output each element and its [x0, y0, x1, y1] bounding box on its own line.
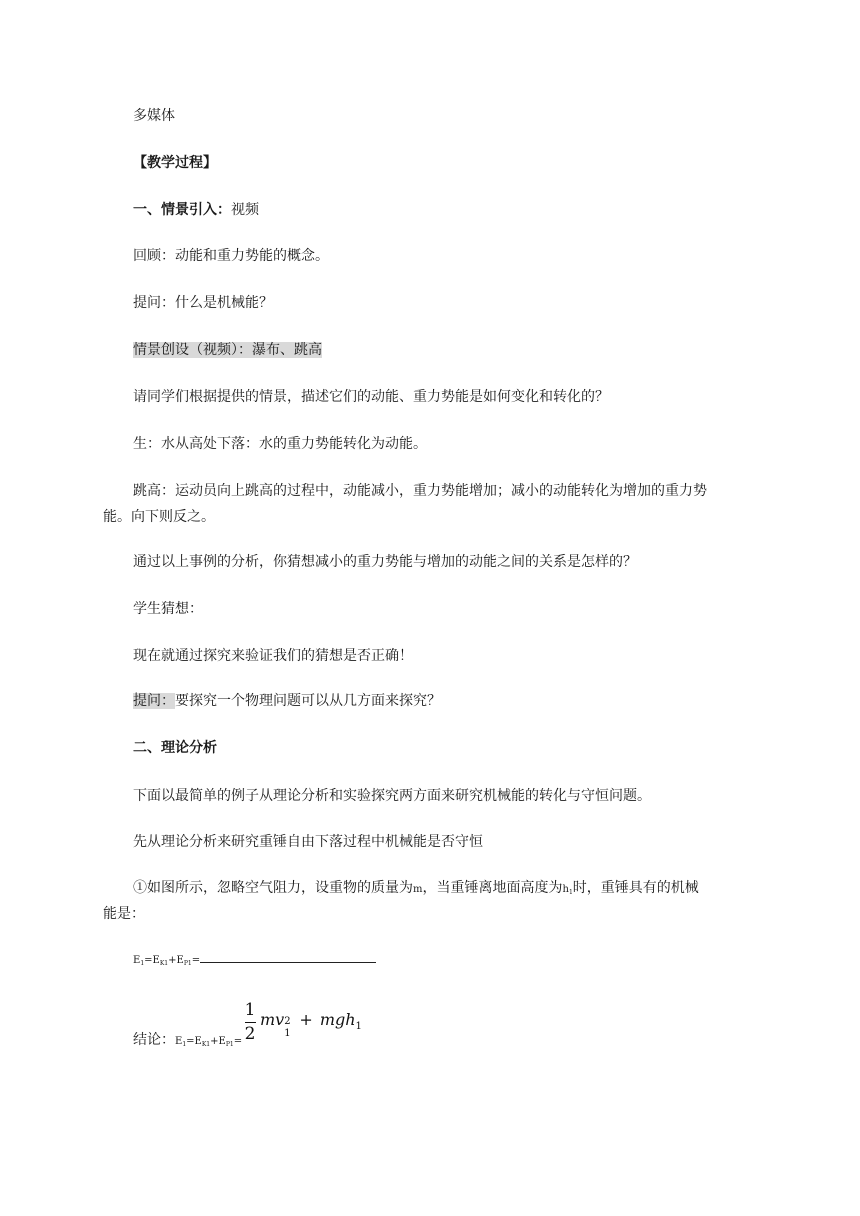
section-heading-intro [133, 200, 259, 220]
text-setup-1 [133, 878, 699, 903]
formula-mgh: mgh [319, 1010, 356, 1029]
setup-height-sub: 1 [568, 889, 573, 896]
eq-e: E [133, 955, 141, 966]
text-high-jump-2: 能。向下则反之。 [103, 509, 215, 525]
text-student-answer: 生：水从高处下落：水的重力势能转化为动能。 [133, 436, 427, 452]
formula-v-sub: 1 [284, 1028, 291, 1039]
conclusion-line [133, 1030, 242, 1055]
text-theory-intro: 下面以最简单的例子从理论分析和实验探究两方面来研究机械能的转化与守恒问题。 [133, 788, 651, 804]
text-verify: 现在就通过探究来验证我们的猜想是否正确！ [133, 648, 413, 664]
text-scenario-video [133, 340, 322, 360]
concl-ek-sub: K1 [201, 1041, 211, 1048]
fraction-denominator: 2 [244, 1024, 256, 1044]
text-setup-2: 能是： [103, 906, 145, 922]
energy-formula [244, 1000, 362, 1050]
setup-part-c: 时，重锤具有的机械 [572, 880, 699, 896]
text-multimedia: 多媒体 [133, 108, 175, 124]
answer-blank[interactable] [200, 950, 376, 963]
text-guess-question: 通过以上事例的分析，你猜想减小的重力势能与增加的动能之间的关系是怎样的？ [133, 554, 637, 570]
setup-part-b: ，当重锤离地面高度为 [422, 880, 563, 896]
question-highlight: 提问： [133, 693, 175, 709]
fraction-numerator: 1 [244, 1000, 256, 1020]
intro-heading-label: 一、情景引入： [133, 202, 231, 218]
intro-heading-rest: 视频 [231, 202, 259, 218]
concl-equals: = [233, 1036, 243, 1047]
concl-ep-sub: P1 [225, 1041, 234, 1048]
conclusion-label: 结论： [133, 1032, 175, 1048]
formula-mv: mv [260, 1010, 285, 1029]
formula-plus: + [299, 1010, 313, 1029]
formula-h-sub: 1 [355, 1021, 362, 1032]
section-heading-teaching-process: 【教学过程】 [133, 155, 217, 171]
section-heading-theory: 二、理论分析 [133, 740, 217, 756]
setup-height: h [562, 884, 569, 895]
scenario-highlight: 情景创设（视频）：瀑布、跳高 [133, 342, 322, 358]
eq-e-sub: 1 [140, 960, 145, 967]
concl-ek: =E [186, 1036, 202, 1047]
formula-terms [260, 1010, 362, 1039]
fraction-bar [245, 1022, 256, 1023]
equation-blank [133, 950, 376, 974]
conclusion-equation [175, 1036, 242, 1047]
text-question-mechanical-energy: 提问：什么是机械能？ [133, 295, 273, 311]
text-review: 回顾：动能和重力势能的概念。 [133, 248, 329, 264]
question-rest: 要探究一个物理问题可以从几方面来探究？ [175, 693, 441, 709]
concl-e: E [175, 1036, 183, 1047]
text-theory-conservation: 先从理论分析来研究重锤自由下落过程中机械能是否守恒 [133, 834, 483, 850]
eq-ep-sub: P1 [183, 960, 192, 967]
concl-ep: +E [210, 1036, 226, 1047]
text-question-explore [133, 691, 441, 711]
concl-e-sub: 1 [182, 1041, 187, 1048]
formula-v-sup: 2 [284, 1016, 291, 1027]
eq-equals: = [191, 955, 201, 966]
setup-part-a: ①如图所示，忽略空气阻力，设重物的质量为 [133, 880, 413, 896]
eq-ek: =E [144, 955, 160, 966]
text-student-guess: 学生猜想： [133, 601, 203, 617]
eq-ep: +E [168, 955, 184, 966]
eq-ek-sub: K1 [159, 960, 169, 967]
text-prompt-describe: 请同学们根据提供的情景，描述它们的动能、重力势能是如何变化和转化的？ [133, 389, 609, 405]
text-high-jump-1: 跳高：运动员向上跳高的过程中，动能减小，重力势能增加；减小的动能转化为增加的重力势 [133, 483, 707, 499]
setup-mass: m [413, 884, 423, 895]
